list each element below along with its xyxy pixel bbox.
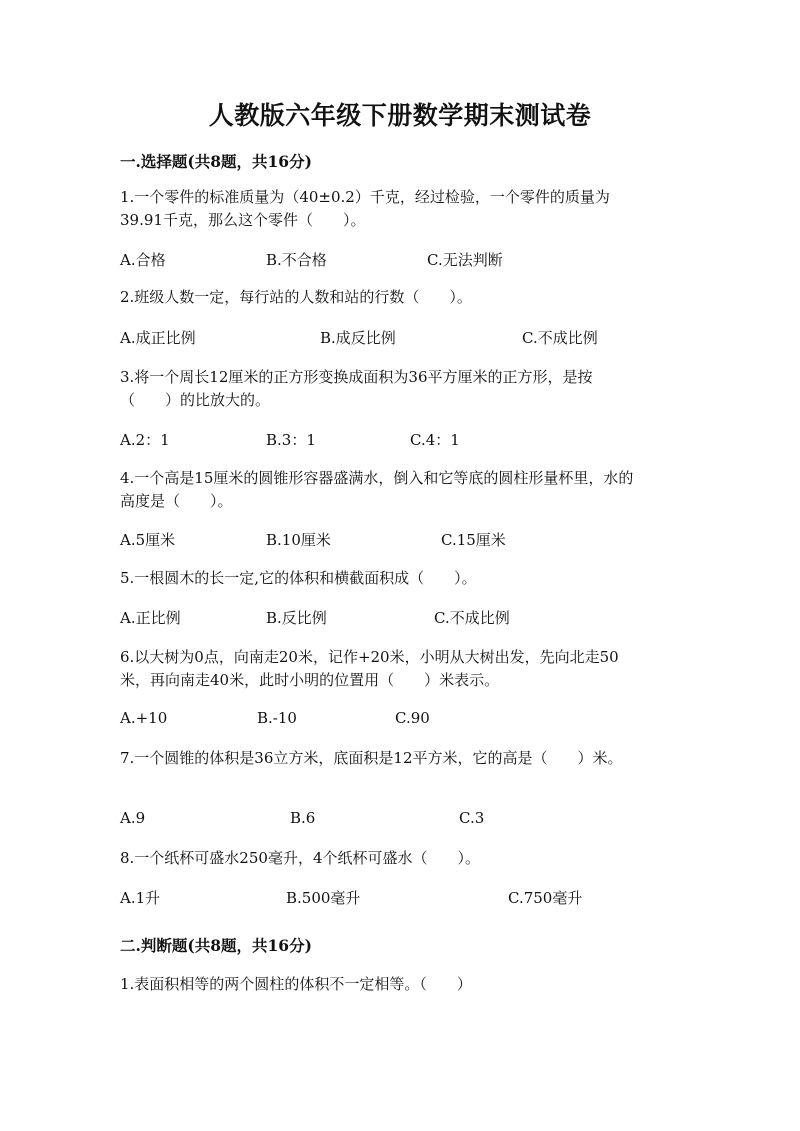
question-6-text: [120, 646, 692, 692]
question-1-option-a: A.合格: [120, 251, 166, 269]
question-7-line-1: 7.一个圆锥的体积是36立方米，底面积是12平方米，它的高是（ ）米。: [120, 749, 623, 767]
question-6-line-1: 6.以大树为0点，向南走20米，记作+20米，小明从大树出发，先向北走50: [120, 648, 619, 666]
question-7-option-b: B.6: [290, 809, 316, 827]
question-1-text: [120, 186, 692, 232]
question-1-option-c: C.无法判断: [427, 251, 503, 269]
section-heading-choice: 一.选择题(共8题，共16分): [120, 152, 312, 171]
question-1-line-2: 39.91千克，那么这个零件（ ）。: [120, 211, 366, 229]
question-3-option-c: C.4：1: [410, 431, 460, 449]
question-8-text: [120, 847, 692, 870]
question-5-text: [120, 567, 692, 590]
question-2-option-c: C.不成比例: [522, 329, 598, 347]
question-5-option-c: C.不成比例: [434, 609, 510, 627]
question-4-option-a: A.5厘米: [120, 531, 176, 549]
question-3-line-1: 3.将一个周长12厘米的正方形变换成面积为36平方厘米的正方形，是按: [120, 368, 593, 386]
question-4-line-1: 4.一个高是15厘米的圆锥形容器盛满水，倒入和它等底的圆柱形量杯里，水的: [120, 469, 634, 487]
question-6-option-b: B.-10: [257, 709, 297, 727]
question-3-option-b: B.3：1: [266, 431, 316, 449]
question-5-line-1: 5.一根圆木的长一定,它的体积和横截面积成（ ）。: [120, 569, 477, 587]
question-6-option-a: A.+10: [120, 709, 168, 727]
question-2-line-1: 2.班级人数一定，每行站的人数和站的行数（ ）。: [120, 288, 472, 306]
question-2-option-b: B.成反比例: [320, 329, 396, 347]
question-2-text: [120, 286, 692, 309]
question-5-option-b: B.反比例: [266, 609, 327, 627]
question-1-line-1: 1.一个零件的标准质量为（40±0.2）千克，经过检验，一个零件的质量为: [120, 188, 610, 206]
question-8-option-a: A.1升: [120, 889, 161, 907]
question-8-option-c: C.750毫升: [508, 889, 583, 907]
question-1-option-b: B.不合格: [266, 251, 327, 269]
question-6-line-2: 米，再向南走40米，此时小明的位置用（ ）米表示。: [120, 671, 500, 689]
section-heading-judge: 二.判断题(共8题，共16分): [120, 936, 312, 955]
question-4-line-2: 高度是（ ）。: [120, 492, 233, 510]
judge-question-1-text: [120, 973, 692, 996]
question-4-text: [120, 467, 692, 513]
question-5-option-a: A.正比例: [120, 609, 181, 627]
question-4-option-c: C.15厘米: [441, 531, 506, 549]
page-title: 人教版六年级下册数学期末测试卷: [208, 101, 592, 130]
question-7-option-c: C.3: [459, 809, 485, 827]
question-3-text: [120, 366, 692, 412]
question-3-option-a: A.2：1: [120, 431, 170, 449]
question-3-line-2: （ ）的比放大的。: [120, 391, 271, 409]
judge-question-1-line-1: 1.表面积相等的两个圆柱的体积不一定相等。（ ）: [120, 975, 472, 993]
question-2-option-a: A.成正比例: [120, 329, 196, 347]
question-4-option-b: B.10厘米: [266, 531, 331, 549]
question-7-option-a: A.9: [120, 809, 146, 827]
question-7-text: [120, 747, 692, 770]
question-8-option-b: B.500毫升: [286, 889, 361, 907]
question-6-option-c: C.90: [395, 709, 430, 727]
question-8-line-1: 8.一个纸杯可盛水250毫升，4个纸杯可盛水（ ）。: [120, 849, 480, 867]
